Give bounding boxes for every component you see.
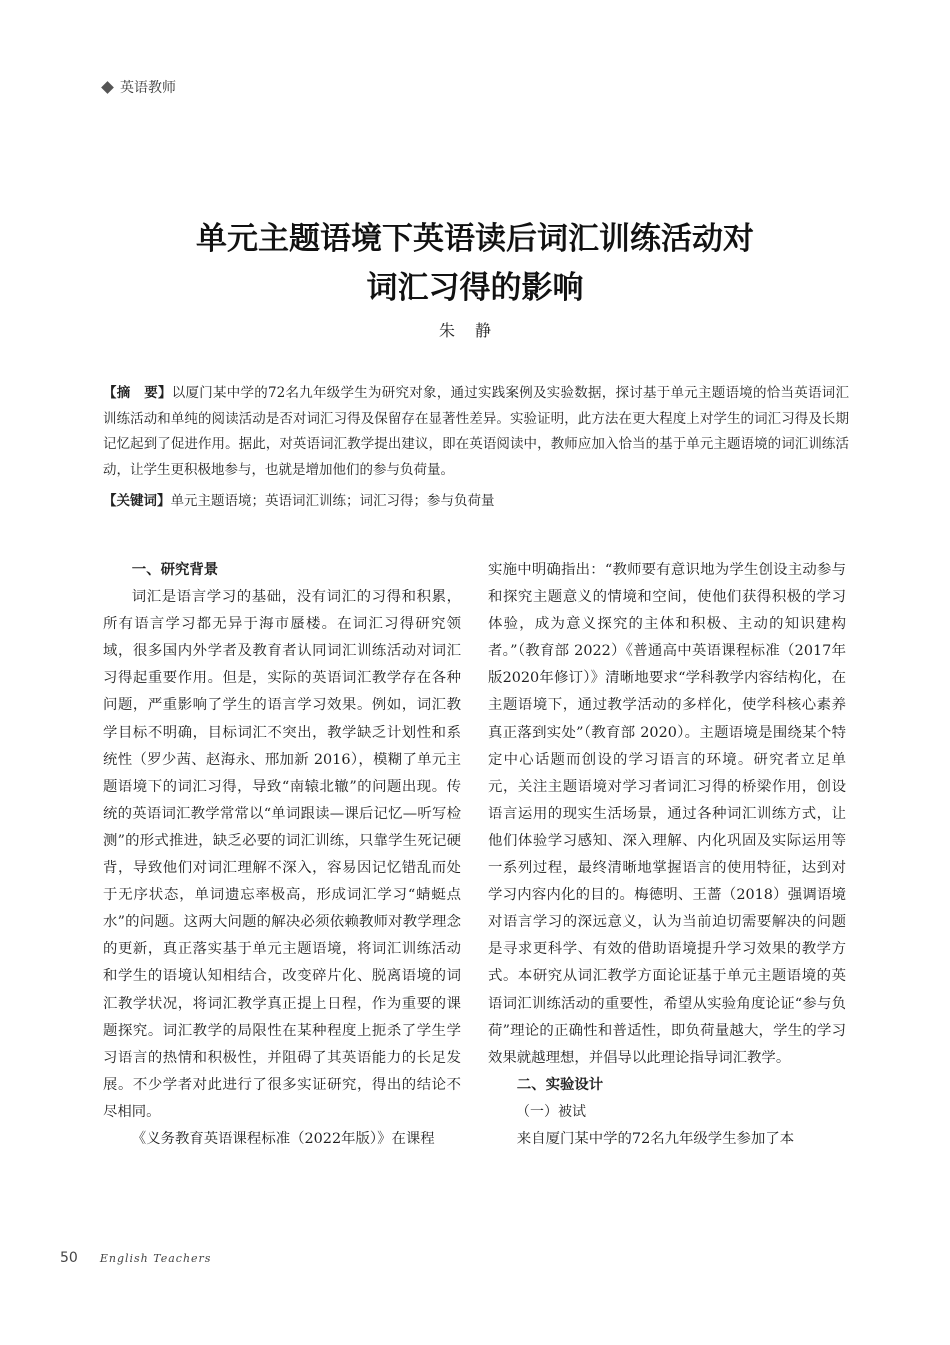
section-heading-2: 二、实验设计 <box>516 1076 604 1093</box>
body-paragraph: 《义务教育英语课程标准（2022年版）》在课程 <box>131 1130 435 1147</box>
abstract-text: 以厦门某中学的72名九年级学生为研究对象，通过实践案例及实验数据，探讨基于单元主题语境的恰当英语词汇训练活动和单纯的阅读活动是否对词汇习得及保留存在显著性差异。实验证明，此方法在更大程度上对学生的词汇习得及长期记忆起到了促进作用。据此，对英语词汇教学提出建议，即在英语阅读中，教师应加入恰当的基于单元主题语境的词汇训练活动，让学生更积极地参与，也就是增加他们的参与负荷量。 <box>103 385 849 478</box>
author-name: 朱静 <box>438 321 511 340</box>
right-column <box>488 557 846 1153</box>
abstract-paragraph <box>103 381 849 483</box>
journal-name: English Teachers <box>99 1252 212 1265</box>
body-paragraph: 实施中明确指出：“教师要有意识地为学生创设主动参与和探究主题意义的情境和空间，使他们获得积极的学习体验，成为意义探究的主体和积极、主动的知识建构者。”（教育部 2022）《普通高中英语课程标准（2017年版2020年修订）》清晰地要求“学科教学内容结构化，在主题语境下，通过教学活动的多样化，使学科核心素养真正落到实处”（教育部 2020）。主题语境是围绕某个特定中心话题而创设的学习语言的环境。研究者立足单元，关注主题语境对学习者词汇习得的桥梁作用，创设语言运用的现实生活场景，通过各种词汇训练方式，让他们体验学习感知、深入理解、内化巩固及实际运用等一系列过程，最终清晰地掌握语言的使用特征，达到对学习内容内化的目的。梅德明、王蔷（2018）强调语境对语言学习的深远意义，认为当前迫切需要解决的问题是寻求更科学、有效的借助语境提升学习效果的教学方式。本研究从词汇教学方面论证基于单元主题语境的英语词汇训练活动的重要性，希望从实验角度论证“参与负荷”理论的正确性和普适性，即负荷量越大，学生的学习效果就越理想，并倡导以此理论指导词汇教学。 <box>488 562 846 1066</box>
diamond-icon <box>101 81 114 94</box>
running-header <box>103 77 176 97</box>
abstract-label: 【摘 要】 <box>103 385 172 401</box>
title-line-2: 词汇习得的影响 <box>366 270 584 306</box>
body-paragraph: 来自厦门某中学的72名九年级学生参加了本 <box>516 1130 795 1147</box>
body-paragraph: 词汇是语言学习的基础，没有词汇的习得和积累，所有语言学习都无异于海市蜃楼。在词汇习得研究领域，很多国内外学者及教育者认同词汇训练活动对词汇习得起重要作用。但是，实际的英语词汇教学存在各种问题，严重影响了学生的语言学习效果。例如，词汇教学目标不明确，目标词汇不突出，教学缺乏计划性和系统性（罗少茜、赵海永、邢加新 2016），模糊了单元主题语境下的词汇习得，导致“南辕北辙”的问题出现。传统的英语词汇教学常常以“单词跟读—课后记忆—听写检测”的形式推进，缺乏必要的词汇训练，只靠学生死记硬背，导致他们对词汇理解不深入，容易因记忆错乱而处于无序状态，单词遗忘率极高，形成词汇学习“蜻蜓点水”的问题。这两大问题的解决必须依赖教师对教学理念的更新，真正落实基于单元主题语境，将词汇训练活动和学生的语境认知相结合，改变碎片化、脱离语境的词汇教学状况，将词汇教学真正提上日程，作为重要的课题探究。词汇教学的局限性在某种程度上扼杀了学生学习语言的热情和积极性，并阻碍了其英语能力的长足发展。不少学者对此进行了很多实证研究，得出的结论不尽相同。 <box>103 589 461 1120</box>
keywords-text: 单元主题语境；英语词汇训练；词汇习得；参与负荷量 <box>170 493 495 509</box>
page-footer <box>60 1250 211 1266</box>
keywords-line <box>103 489 849 515</box>
left-column <box>103 557 461 1153</box>
section-label: 英语教师 <box>120 80 176 96</box>
subsection-heading: （一）被试 <box>516 1103 586 1120</box>
abstract-block <box>103 381 849 515</box>
section-heading-1: 一、研究背景 <box>131 562 219 578</box>
keywords-label: 【关键词】 <box>103 493 171 509</box>
title-line-1: 单元主题语境下英语读后词汇训练活动对 <box>196 221 754 257</box>
page-number: 50 <box>60 1250 78 1266</box>
article-title <box>100 215 850 313</box>
